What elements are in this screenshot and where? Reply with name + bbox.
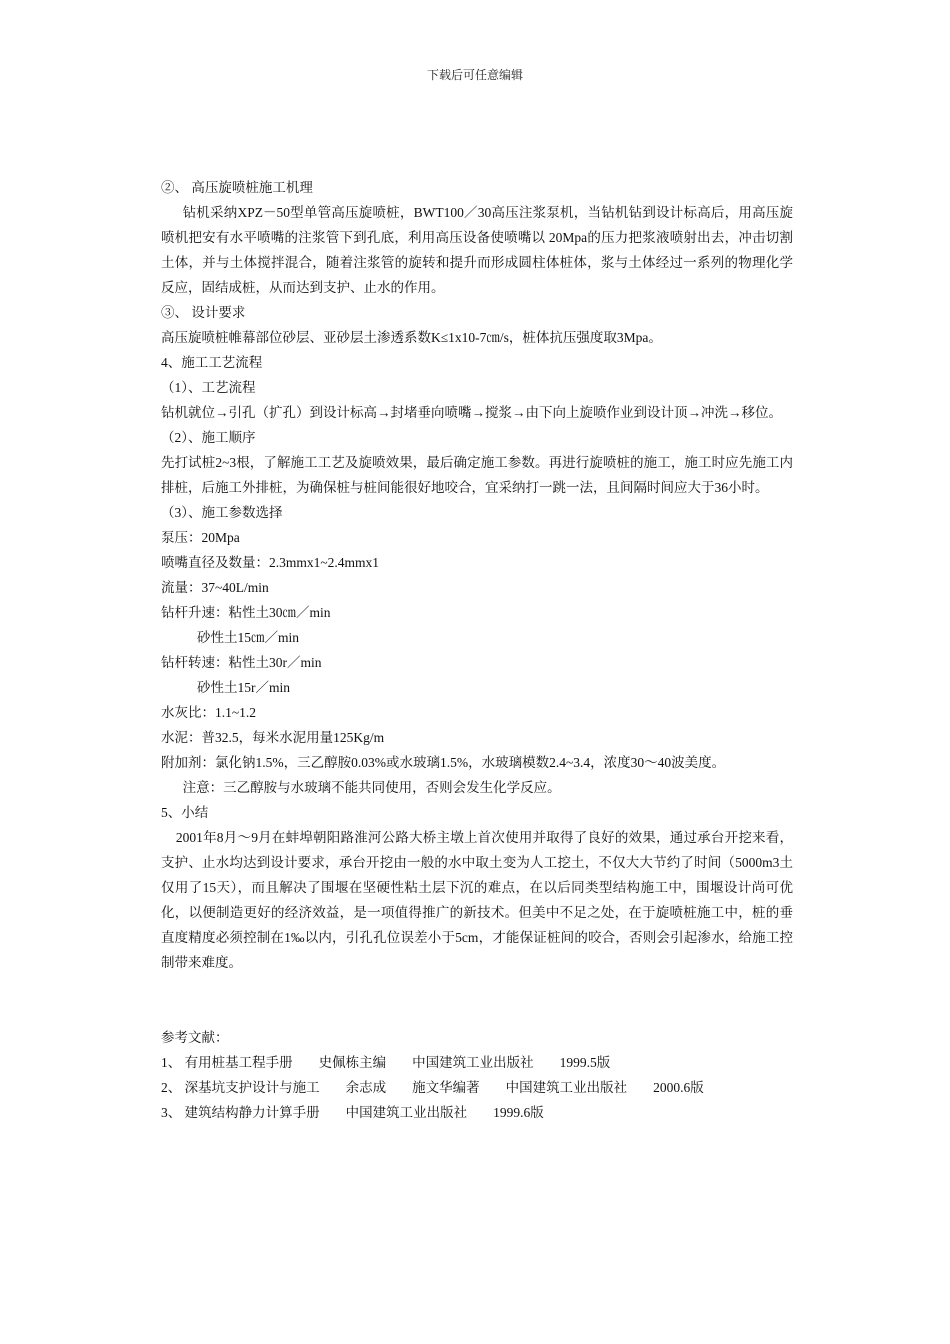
subheading-sequence: （2）、施工顺序 xyxy=(161,430,256,445)
param-flow: 流量：37~40L/min xyxy=(161,580,269,595)
note-additive: 注意：三乙醇胺与水玻璃不能共同使用，否则会发生化学反应。 xyxy=(182,780,561,795)
page-header: 下载后可任意编辑 xyxy=(426,68,523,82)
reference-item: 2、 深基坑支护设计与施工 余志成 施文华编著 中国建筑工业出版社 2000.6版 xyxy=(161,1080,704,1095)
reference-item: 3、 建筑结构静力计算手册 中国建筑工业出版社 1999.6版 xyxy=(161,1105,544,1120)
section-heading-process: 4、施工工艺流程 xyxy=(161,355,263,370)
param-nozzle: 喷嘴直径及数量：2.3mmx1~2.4mmx1 xyxy=(161,555,380,570)
param-cement: 水泥：普32.5，每米水泥用量125Kg/m xyxy=(161,730,385,745)
param-rotation-clay: 钻杆转速：粘性土30r／min xyxy=(161,655,322,670)
subheading-flow: （1）、工艺流程 xyxy=(161,380,256,395)
spacer xyxy=(161,975,793,1025)
paragraph-sequence: 先打试桩2~3根，了解施工工艺及旋喷效果，最后确定施工参数。再进行旋喷桩的施工，施工时应先施工内排桩，后施工外排桩，为确保桩与桩间能很好地咬合，宜采纳打一跳一法，且间隔时间应大于36小时。 xyxy=(161,455,793,495)
param-additive: 附加剂：氯化钠1.5%，三乙醇胺0.03%或水玻璃1.5%，水玻璃模数2.4~3.4，浓度30～40波美度。 xyxy=(161,755,726,770)
param-rotation-sand: 砂性土15r／min xyxy=(197,680,290,695)
reference-item: 1、 有用桩基工程手册 史佩栋主编 中国建筑工业出版社 1999.5版 xyxy=(161,1055,611,1070)
param-water-cement: 水灰比：1.1~1.2 xyxy=(161,705,257,720)
section-heading-design: ③、 设计要求 xyxy=(161,305,246,320)
param-pump-pressure: 泵压：20Mpa xyxy=(161,530,240,545)
paragraph-summary: 2001年8月～9月在蚌埠朝阳路淮河公路大桥主墩上首次使用并取得了良好的效果，通过承台开挖来看，支护、止水均达到设计要求，承台开挖由一般的水中取土变为人工挖土，不仅大大节约了时间（5000m3土仅用了15天），而且解决了围堰在坚硬性粘土层下沉的难点，在以后同类型结构施工中，围堰设计尚可优化，以便制造更好的经济效益，是一项值得推广的新技术。但美中不足之处，在于旋喷桩施工中，桩的垂直度精度必须控制在1‰以内，引孔孔位误差小于5cm，才能保证桩间的咬合，否则会引起渗水，给施工控制带来难度。 xyxy=(161,830,793,970)
param-lift-speed-clay: 钻杆升速：粘性土30㎝／min xyxy=(161,605,331,620)
param-lift-speed-sand: 砂性土15㎝／min xyxy=(197,630,300,645)
paragraph-mechanism: 钻机采纳XPZ－50型单管高压旋喷桩，BWT100／30高压注浆泵机，当钻机钻到设计标高后，用高压旋喷机把安有水平喷嘴的注浆管下到孔底，利用高压设备使喷嘴以 20Mpa的压力把浆液喷射出去，冲击切割土体，并与土体搅拌混合，随着注浆管的旋转和提升而形成圆柱体桩体，浆与土体经过一系列的物理化学反应，固结成桩，从而达到支护、止水的作用。 xyxy=(161,205,793,295)
subheading-parameters: （3）、施工参数选择 xyxy=(161,505,283,520)
references-heading: 参考文献： xyxy=(161,1030,229,1045)
paragraph-design: 高压旋喷桩帷幕部位砂层、亚砂层土渗透系数K≤1x10-7㎝/s，桩体抗压强度取3Mpa。 xyxy=(161,330,662,345)
section-heading-mechanism: ②、 高压旋喷桩施工机理 xyxy=(161,180,313,195)
paragraph-flow: 钻机就位→引孔（扩孔）到设计标高→封堵垂向喷嘴→搅浆→由下向上旋喷作业到设计顶→冲洗→移位。 xyxy=(161,405,782,420)
document-body xyxy=(161,175,793,1125)
section-heading-summary: 5、小结 xyxy=(161,805,209,820)
